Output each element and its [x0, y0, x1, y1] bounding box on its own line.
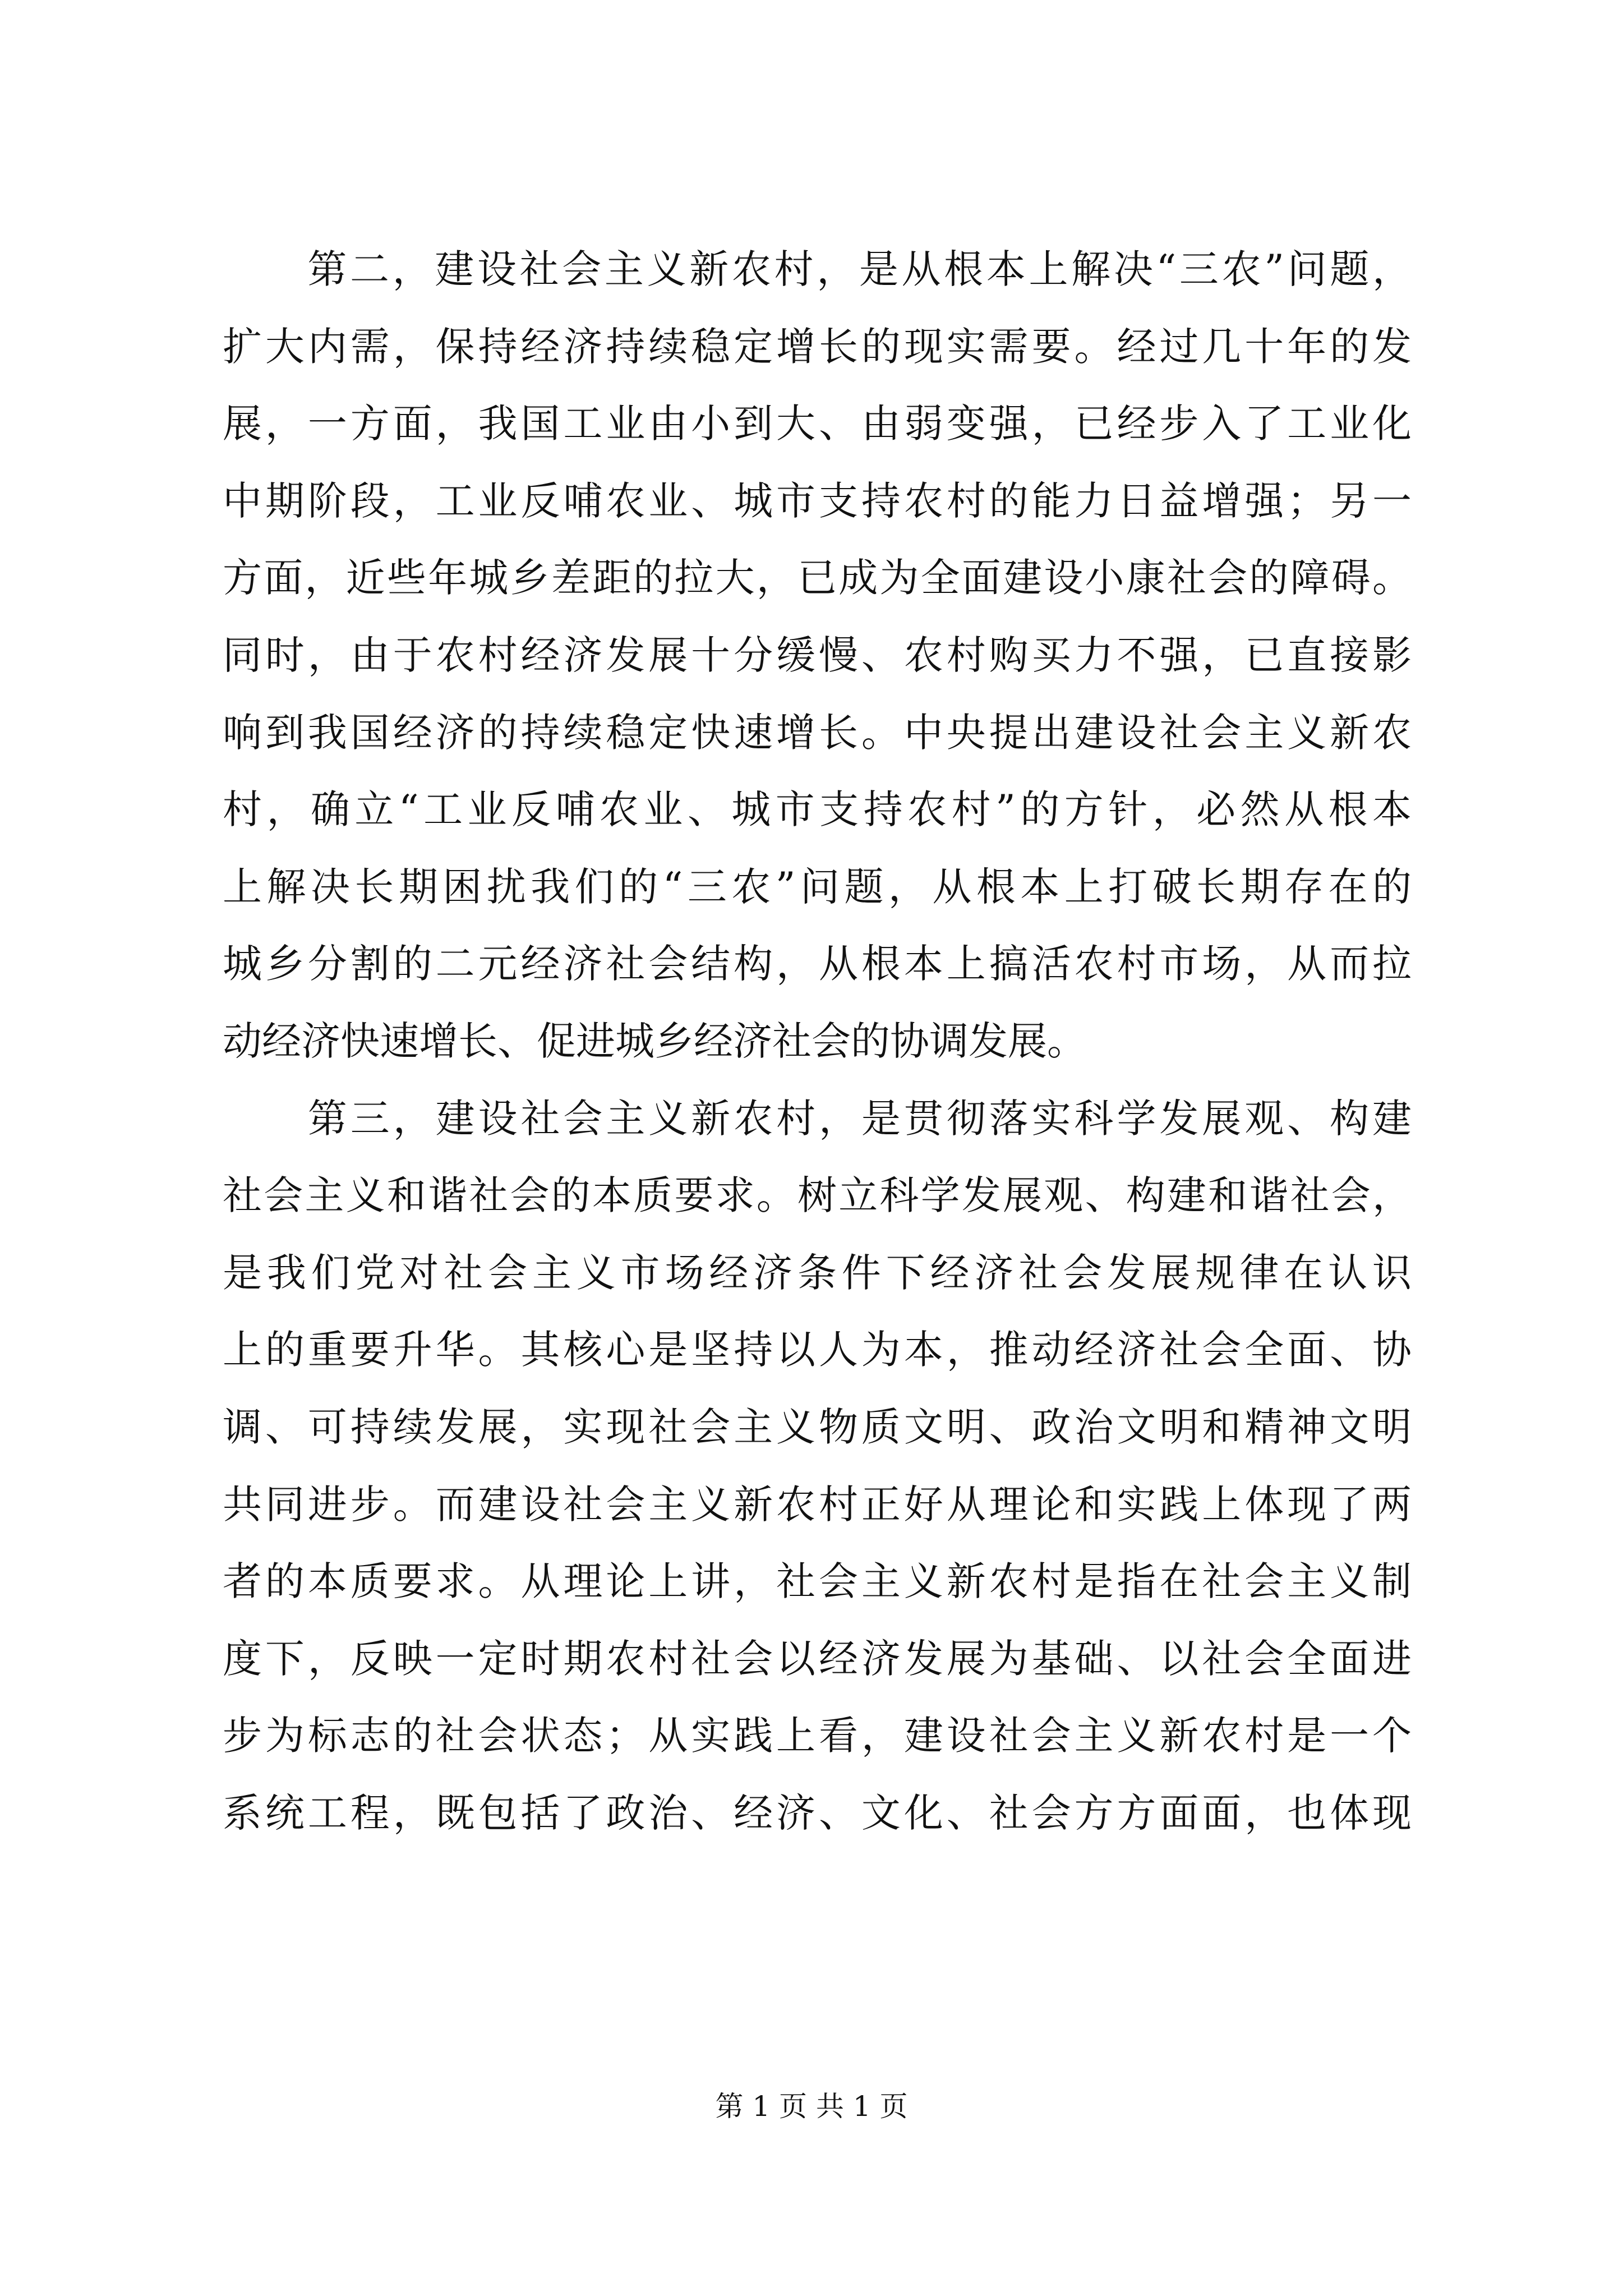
text-line: 步为标志的社会状态；从实践上看，建设社会主义新农村是一个 — [223, 1713, 1412, 1759]
text-line: 社会主义和谐社会的本质要求。树立科学发展观、构建和谐社会， — [223, 1172, 1412, 1219]
text-line: 城乡分割的二元经济社会结构，从根本上搞活农村市场，从而拉 — [223, 941, 1412, 987]
text-line: 度下，反映一定时期农村社会以经济发展为基础、以社会全面进 — [223, 1635, 1412, 1682]
text-line: 响到我国经济的持续稳定快速增长。中央提出建设社会主义新农 — [223, 709, 1412, 756]
text-line: 是我们党对社会主义市场经济条件下经济社会发展规律在认识 — [223, 1249, 1412, 1296]
text-line: 第二，建设社会主义新农村，是从根本上解决“三农”问题， — [223, 246, 1412, 292]
text-line: 上的重要升华。其核心是坚持以人为本，推动经济社会全面、协 — [223, 1327, 1412, 1373]
text-line: 中期阶段，工业反哺农业、城市支持农村的能力日益增强；另一 — [223, 477, 1412, 524]
page-footer — [0, 2087, 1623, 2126]
text-line: 同时，由于农村经济发展十分缓慢、农村购买力不强，已直接影 — [223, 632, 1412, 678]
page-number-label: 第 1 页 共 1 页 — [715, 2090, 908, 2123]
text-line: 系统工程，既包括了政治、经济、文化、社会方方面面，也体现 — [223, 1789, 1412, 1836]
paragraph-2 — [223, 231, 1412, 1080]
paragraph-3 — [223, 1080, 1412, 1852]
text-line: 村，确立“工业反哺农业、城市支持农村”的方针，必然从根本 — [223, 786, 1412, 833]
text-line: 方面，近些年城乡差距的拉大，已成为全面建设小康社会的障碍。 — [223, 555, 1412, 601]
text-line: 第三，建设社会主义新农村，是贯彻落实科学发展观、构建 — [223, 1095, 1412, 1142]
text-line: 共同进步。而建设社会主义新农村正好从理论和实践上体现了两 — [223, 1481, 1412, 1527]
text-line: 动经济快速增长、促进城乡经济社会的协调发展。 — [223, 1018, 1086, 1064]
text-line: 者的本质要求。从理论上讲，社会主义新农村是指在社会主义制 — [223, 1558, 1412, 1605]
text-line: 扩大内需，保持经济持续稳定增长的现实需要。经过几十年的发 — [223, 323, 1412, 370]
text-line: 调、可持续发展，实现社会主义物质文明、政治文明和精神文明 — [223, 1404, 1412, 1450]
body-text — [223, 231, 1412, 1852]
text-line: 展，一方面，我国工业由小到大、由弱变强，已经步入了工业化 — [223, 401, 1412, 447]
text-line: 上解决长期困扰我们的“三农”问题，从根本上打破长期存在的 — [223, 863, 1412, 910]
